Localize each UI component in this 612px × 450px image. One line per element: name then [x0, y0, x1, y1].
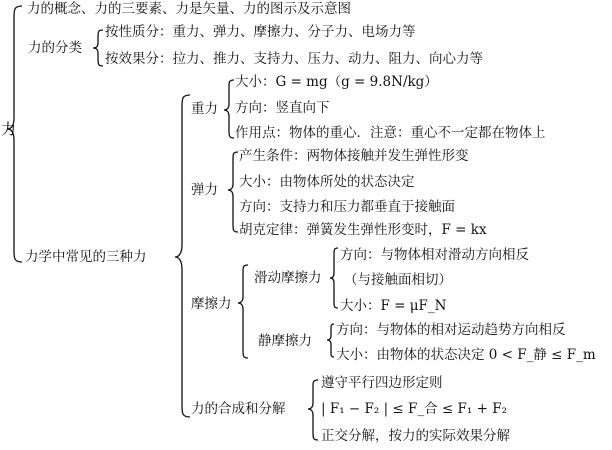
combine-brace — [308, 380, 318, 440]
elastic-size: 大小：由物体所处的状态决定 — [239, 174, 415, 190]
common-label: 力学中常见的三种力 — [25, 249, 147, 265]
combine-rule-parallelogram: 遵守平行四边形定则 — [321, 375, 443, 391]
friction-label: 摩擦力 — [191, 296, 232, 312]
sliding-brace — [330, 248, 338, 308]
classify-brace — [93, 30, 103, 66]
combine-rule-decompose: 正交分解，按力的实际效果分解 — [321, 428, 510, 444]
gravity-size: 大小：G = mg（g = 9.8N/kg） — [235, 74, 438, 90]
root-label: 力 — [1, 120, 17, 138]
elastic-brace — [228, 152, 238, 232]
sliding-label: 滑动摩擦力 — [254, 270, 322, 286]
static-brace — [327, 324, 334, 357]
elastic-hooke: 胡克定律：弹簧发生弹性形变时，F = kx — [239, 222, 487, 238]
gravity-brace — [224, 80, 234, 138]
friction-brace — [238, 265, 248, 358]
sliding-direction-note: （与接触面相切） — [344, 272, 452, 288]
sliding-direction: 方向：与物体相对滑动方向相反 — [340, 247, 529, 263]
classify-by-effect: 按效果分：拉力、推力、支持力、压力、动力、阻力、向心力等 — [105, 51, 483, 67]
elastic-label: 弹力 — [191, 182, 218, 198]
gravity-point: 作用点：物体的重心．注意：重心不一定都在物体上 — [235, 125, 546, 141]
elastic-direction: 方向：支持力和压力都垂直于接触面 — [239, 199, 455, 215]
static-size: 大小：由物体的状态决定 0 < F_静 ≤ F_m — [336, 347, 596, 363]
combine-rule-range: | F₁ − F₂ | ≤ F_合 ≤ F₁ + F₂ — [321, 401, 507, 417]
gravity-direction: 方向：竖直向下 — [235, 100, 330, 116]
concept-line: 力的概念、力的三要素、力是矢量、力的图示及示意图 — [27, 1, 351, 17]
elastic-condition: 产生条件：两物体接触并发生弹性形变 — [239, 148, 469, 164]
static-direction: 方向：与物体的相对运动趋势方向相反 — [336, 322, 566, 338]
classify-label: 力的分类 — [28, 40, 82, 56]
combine-label: 力的合成和分解 — [191, 401, 286, 417]
sliding-size: 大小：F = μF_N — [340, 298, 447, 314]
common-brace — [175, 95, 190, 417]
static-label: 静摩擦力 — [258, 333, 312, 349]
classify-by-nature: 按性质分：重力、弹力、摩擦力、分子力、电场力等 — [105, 24, 416, 40]
gravity-label: 重力 — [191, 101, 218, 117]
